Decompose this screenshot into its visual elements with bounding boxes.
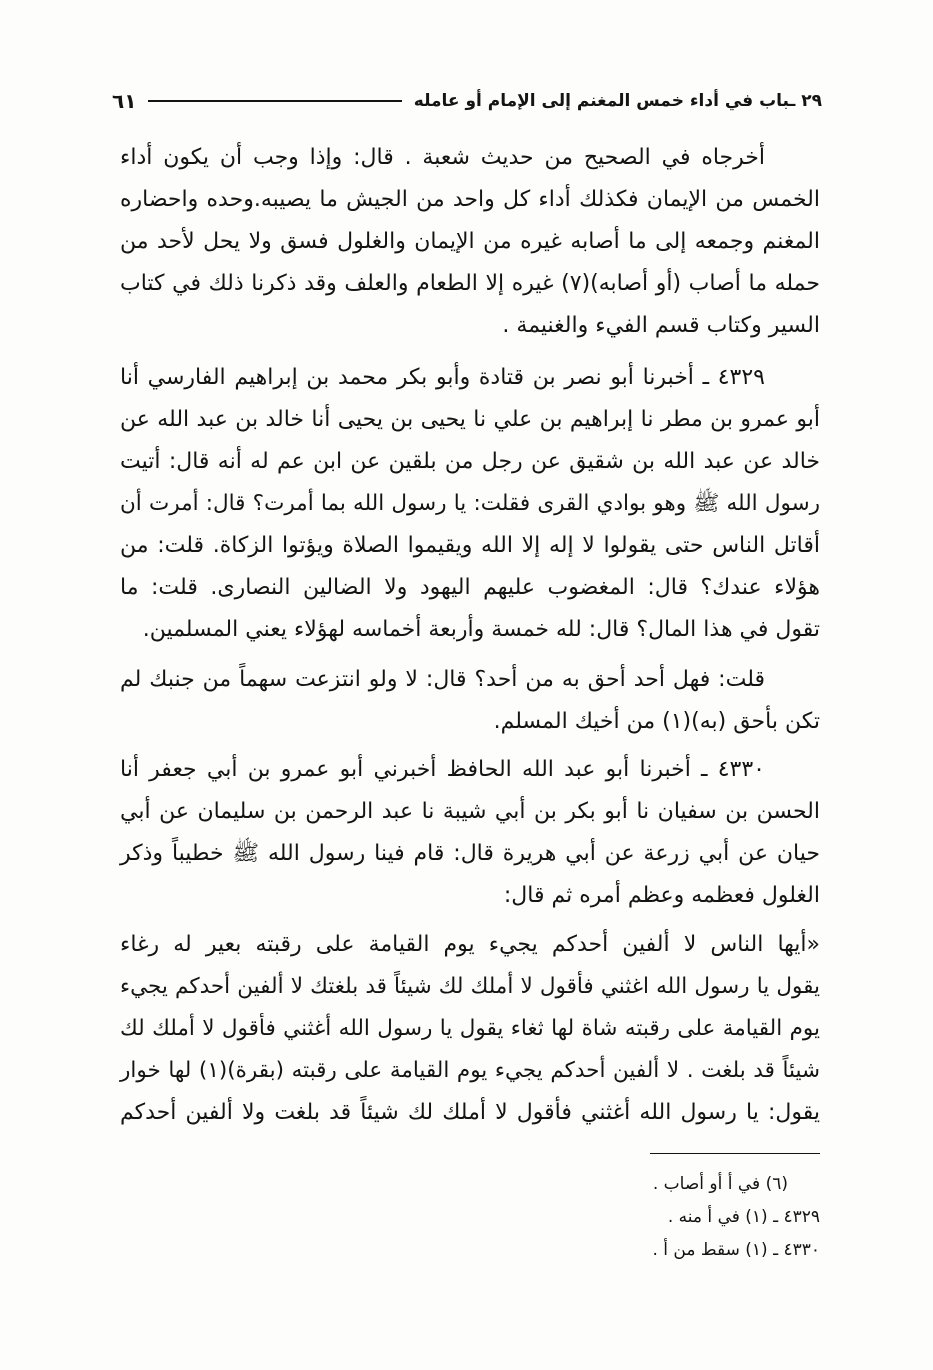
quotation-paragraph: [120, 924, 820, 1134]
text-line: ٤٣٣٠ ـ أخبرنا أبو عبد الله الحافظ أخبرني أبو عمرو بن أبي جعفر أنا: [120, 757, 765, 782]
text-line: حمله ما أصاب (أو أصابه)(٧) غيره إلا الطعام والعلف وقد ذكرنا ذلك في كتاب: [120, 271, 820, 296]
header-rule: [148, 100, 401, 102]
text-line: قلت: فهل أحد أحق به من أحد؟ قال: لا ولو انتزعت سهماً من جنبك لم: [120, 667, 765, 692]
text-line: حيان عن أبي زرعة عن أبي هريرة قال: قام فينا رسول الله ﷺ خطيباً وذكر: [120, 841, 820, 866]
paragraph: [120, 137, 820, 347]
text-line: الخمس من الإيمان فكذلك أداء كل واحد من الجيش ما يصيبه.وحده واحضاره: [120, 187, 820, 212]
footnote: ٤٣٣٠ ـ (١) سقط من أ .: [652, 1240, 820, 1260]
text-line: أخرجاه في الصحيح من حديث شعبة . قال: وإذا وجب أن يكون أداء: [120, 145, 765, 170]
hadith-paragraph-4330: [120, 749, 820, 917]
paragraph: [120, 659, 820, 743]
text-line: يقول يا رسول الله اغثني فأقول لا أملك لك شيئاً قد بلغتك لا ألفين أحدكم يجيء: [120, 974, 820, 999]
footnote: (٦) في أ أو أصاب .: [652, 1174, 788, 1194]
text-line: المغنم وجمعه إلى ما أصابه غيره من الإيمان والغلول فسق ولا يحل لأحد من: [120, 229, 820, 254]
text-line: ٤٣٢٩ ـ أخبرنا أبو نصر بن قتادة وأبو بكر محمد بن إبراهيم الفارسي أنا: [120, 365, 765, 390]
page-number: ٦١: [112, 89, 137, 113]
text-line: الحسن بن سفيان نا أبو بكر بن أبي شيبة نا عبد الرحمن بن سليمان عن أبي: [120, 799, 820, 824]
footnote-separator: [650, 1153, 820, 1154]
text-line: تقول في هذا المال؟ قال: لله خمسة وأربعة أخماسه لهؤلاء يعني المسلمين.: [142, 617, 820, 642]
text-line: شيئاً قد بلغت . لا ألفين أحدكم يجيء يوم القيامة على رقبته (بقرة)(١) لها خوار: [120, 1058, 820, 1083]
text-line: خالد عن عبد الله بن شقيق عن رجل من بلقين عن ابن عم له أنه قال: أتيت: [120, 449, 820, 474]
footnotes: [500, 1168, 820, 1267]
footnote: ٤٣٢٩ ـ (١) في أ منه .: [667, 1207, 820, 1227]
text-line: السير وكتاب قسم الفيء والغنيمة .: [502, 313, 820, 338]
text-line: يقول: يا رسول الله أغثني فأقول لا أملك لك شيئاً قد بلغت ولا ألفين أحدكم: [120, 1100, 820, 1125]
hadith-paragraph-4329: [120, 357, 820, 651]
text-line: أبو عمرو بن مطر نا إبراهيم بن علي نا يحيى بن يحيى أنا خالد بن عبد الله عن: [120, 407, 820, 432]
text-line: هؤلاء عندك؟ قال: المغضوب عليهم اليهود ولا الضالين النصارى. قلت: ما: [120, 575, 820, 600]
text-line: أقاتل الناس حتى يقولوا لا إله إلا الله ويقيموا الصلاة ويؤتوا الزكاة. قلت: من: [120, 533, 820, 558]
text-line: الغلول فعظمه وعظم أمره ثم قال:: [503, 883, 820, 908]
text-line: تكن بأحق (به)(١) من أخيك المسلم.: [493, 709, 820, 734]
text-line: رسول الله ﷺ وهو بوادي القرى فقلت: يا رسول الله بما أمرت؟ قال: أمرت أن: [120, 491, 820, 516]
text-line: يوم القيامة على رقبته شاة لها ثغاء يقول يا رسول الله أغثني فأقول لا أملك لك: [120, 1016, 820, 1041]
chapter-title: ٢٩ ـباب في أداء خمس المغنم إلى الإمام أو عامله: [413, 91, 822, 111]
running-header: [112, 84, 822, 118]
text-line: «أيها الناس لا ألفين أحدكم يجيء يوم القيامة على رقبته بعير له رغاء: [120, 932, 820, 957]
